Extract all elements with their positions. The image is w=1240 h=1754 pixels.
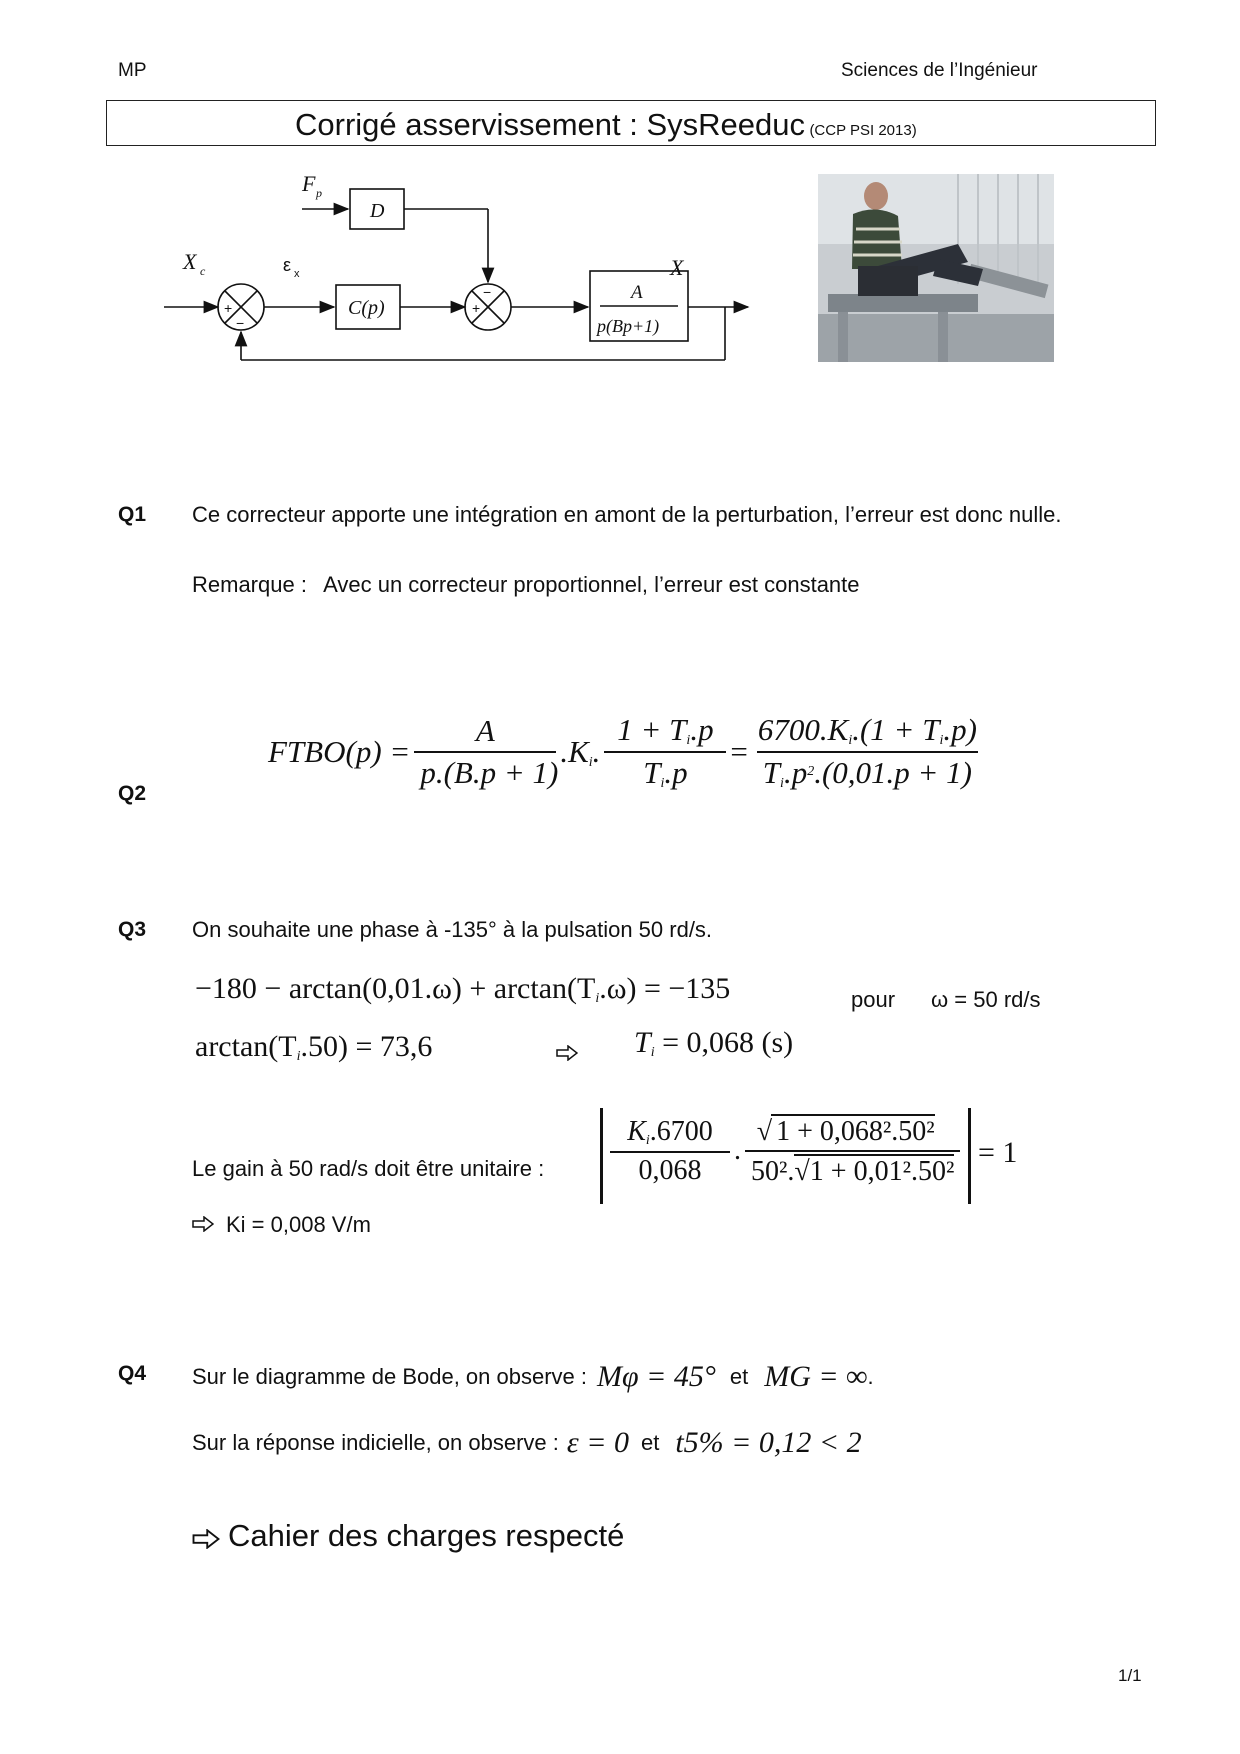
title-box	[106, 100, 1156, 146]
gain-frac-2	[745, 1114, 960, 1188]
ftbo-frac-3-num: $6700.K_i.(1 + T_i.p)$	[757, 712, 977, 748]
q1-remark-label: Remarque :	[192, 572, 307, 597]
title-source: (CCP PSI 2013)	[809, 122, 917, 139]
q1-label: Q1	[118, 503, 147, 526]
q2-label: Q2	[118, 782, 147, 805]
ftbo-frac-1-num: A	[475, 713, 495, 748]
q4-conclusion: Cahier des charges respecté	[228, 1518, 625, 1553]
ftbo-frac-2-den: $T_i.p$	[604, 751, 726, 792]
perturbation-sub: p	[316, 186, 322, 200]
q1-remark-text: Avec un correcteur proportionnel, l’erreur est constante	[323, 572, 860, 597]
q4-phase-margin: Mφ = 45°	[597, 1360, 716, 1393]
q3-arctan-equation: $\arctan(T_i.50) = 73,6$	[195, 1030, 433, 1064]
sum1-minus: −	[236, 315, 245, 331]
ftbo-frac-1	[414, 713, 559, 791]
q4-et-2: et	[640, 1430, 660, 1455]
title-text: Corrigé asservissement : SysReeduc	[295, 107, 805, 142]
ftbo-frac-3	[752, 712, 983, 792]
q3-gain-rhs: = 1	[978, 1136, 1018, 1169]
output-label: X	[670, 255, 684, 280]
q2-equation	[268, 712, 987, 792]
q4-bode-line	[192, 1362, 874, 1392]
q3-text: On souhaite une phase à -135° à la pulsation 50 rd/s.	[192, 917, 713, 942]
block-diagram	[150, 165, 770, 380]
q4-bode-end: .	[867, 1364, 874, 1389]
q3-gain-text: Le gain à 50 rad/s doit être unitaire :	[192, 1156, 545, 1181]
q4-step-text: Sur la réponse indicielle, on observe :	[192, 1430, 559, 1455]
q3-omega: ω = 50 rd/s	[931, 987, 1041, 1012]
q3-gain-equation: $\frac{K_i.6700}{0,068}$ . $\frac{\text{√ 1 + 0,068².50²}}{\text{50².√1 + 0,01².50²}}$	[606, 1114, 964, 1188]
q4-gain-margin: MG = ∞	[764, 1360, 868, 1393]
perturbation-label: F	[302, 171, 316, 196]
ftbo-eq: =	[730, 734, 748, 769]
sum2-minus: −	[483, 284, 492, 300]
error-label: ε	[283, 255, 292, 275]
ftbo-frac-3-den: $T_i.p^2.(0,01.p + 1)$	[757, 751, 978, 792]
perturbation-block-label: D	[370, 200, 385, 222]
q4-bode-text: Sur le diagramme de Bode, on observe :	[192, 1364, 588, 1389]
q1-text: Ce correcteur apporte une intégration en amont de la perturbation, l’erreur est donc nulle.	[192, 502, 1062, 527]
header-right: Sciences de l’Ingénieur	[841, 60, 1038, 81]
ftbo-frac-1-den: p.(B.p + 1)	[414, 751, 556, 791]
gain-frac-1-den: 0,068	[610, 1151, 730, 1187]
header-left: MP	[118, 60, 147, 81]
plant-num: A	[631, 282, 643, 303]
implies-arrow-icon	[192, 1216, 214, 1232]
implies-arrow-icon	[556, 1045, 578, 1061]
sqrt-num: √ 1 + 0,068².50²	[756, 1116, 935, 1147]
q3-ti-result: $T_i = 0,068$ (s)	[634, 1026, 794, 1060]
q4-static-error: ε = 0	[566, 1426, 629, 1459]
implies-arrow-icon	[192, 1529, 220, 1549]
error-sub: x	[294, 268, 300, 280]
q1-remark	[192, 570, 860, 600]
sum2-plus: +	[472, 300, 481, 316]
input-sub: c	[200, 264, 206, 278]
q4-label: Q4	[118, 1362, 147, 1385]
page-title	[295, 107, 917, 143]
page-number: 1/1	[1118, 1666, 1142, 1685]
gain-frac-2-den: 50².√1 + 0,01².50²	[745, 1150, 960, 1188]
abs-bar-right	[968, 1108, 971, 1204]
abs-bar-left	[600, 1108, 603, 1204]
q4-step-line	[192, 1428, 862, 1458]
sum1-plus: +	[224, 300, 233, 316]
q3-phase-equation: $-180 - \arctan(0,01.\omega) + \arctan(T_i.\omega) = -135$	[195, 972, 731, 1006]
corrector-label: C(p)	[348, 297, 385, 319]
q3-pour: pour	[851, 987, 896, 1012]
input-label: X	[183, 249, 197, 274]
plant-den: p(Bp+1)	[597, 316, 660, 336]
gain-frac-2-num	[756, 1114, 941, 1150]
q3-label: Q3	[118, 918, 147, 941]
q4-response-time: t5% = 0,12 < 2	[675, 1426, 862, 1459]
ftbo-frac-2	[604, 712, 726, 792]
gain-frac-1-num: $K_i.6700$	[627, 1115, 713, 1148]
ftbo-ki: $.K_i$.	[560, 733, 601, 770]
rehabilitation-machine-photo	[818, 174, 1054, 362]
ftbo-frac-2-num: $1 + T_i.p$	[617, 712, 714, 748]
q4-et-1: et	[729, 1364, 749, 1389]
sqrt-den: √1 + 0,01².50²	[794, 1156, 955, 1187]
q3-ki-result: Ki = 0,008 V/m	[226, 1212, 371, 1237]
ftbo-lhs: FTBO(p) =	[268, 734, 411, 769]
gain-frac-1	[610, 1116, 730, 1187]
